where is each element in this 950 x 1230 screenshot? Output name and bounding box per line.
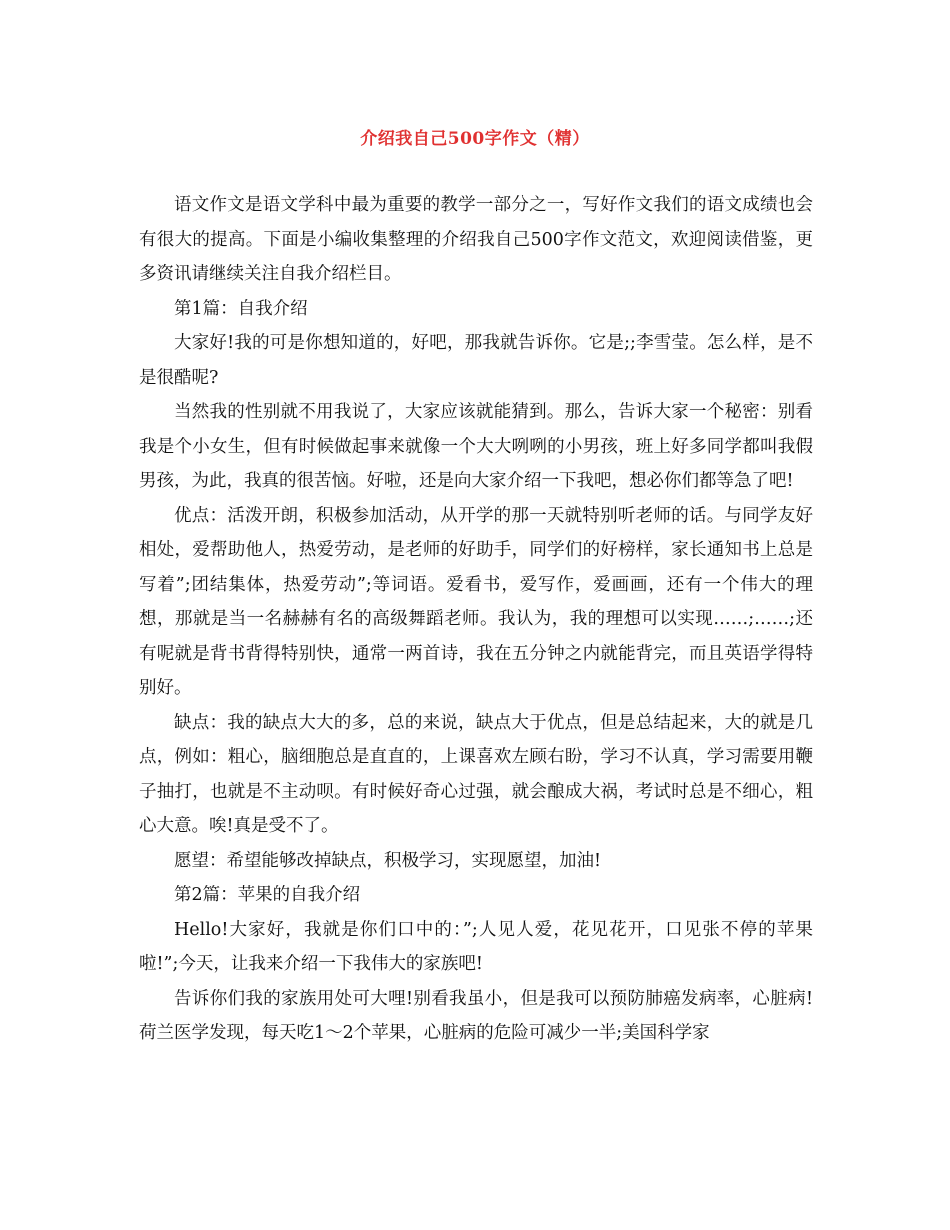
paragraph-strengths: 优点：活泼开朗，积极参加活动，从开学的那一天就特别听老师的话。与同学友好相处，爱帮助他人，热爱劳动，是老师的好助手，同学们的好榜样，家长通知书上总是写着”;团结集体，热爱劳动”;等词语。爱看书，爱写作，爱画画，还有一个伟大的理想，那就是当一名赫赫有名的高级舞蹈老师。我认为，我的理想可以实现……;……;还有呢就是背书背得特别快，通常一两首诗，我在五分钟之内就能背完，而且英语学得特别好。	[139, 505, 813, 698]
paragraph: Hello!大家好，我就是你们口中的：”;人见人爱，花见花开，口见张不停的苹果啦!”;今天，让我来介绍一下我伟大的家族吧!	[139, 919, 813, 974]
paragraph: 当然我的性别就不用我说了，大家应该就能猜到。那么，告诉大家一个秘密：别看我是个小女生，但有时候做起事来就像一个大大咧咧的小男孩，班上好多同学都叫我假男孩，为此，我真的很苦恼。好啦，还是向大家介绍一下我吧，想必你们都等急了吧!	[139, 402, 813, 491]
paragraph: 告诉你们我的家族用处可大哩!别看我虽小，但是我可以预防肺癌发病率，心脏病!荷兰医学发现，每天吃1～2个苹果，心脏病的危险可减少一半;美国科学家	[139, 988, 813, 1043]
paragraph: 大家好!我的可是你想知道的，好吧，那我就告诉你。它是;;李雪莹。怎么样，是不是很酷呢?	[139, 333, 813, 388]
section-heading-2: 第2篇：苹果的自我介绍	[174, 885, 361, 905]
section-heading-1: 第1篇：自我介绍	[174, 298, 308, 319]
paragraph-wish: 愿望：希望能够改掉缺点，积极学习，实现愿望，加油!	[174, 850, 602, 871]
document-title: 介绍我自己500字作文（精）	[360, 129, 590, 149]
document-body	[139, 188, 813, 1051]
paragraph-weaknesses: 缺点：我的缺点大大的多，总的来说，缺点大于优点，但是总结起来，大的就是几点，例如：粗心，脑细胞总是直直的，上课喜欢左顾右盼，学习不认真，学习需要用鞭子抽打，也就是不主动呗。有时候好奇心过强，就会酿成大祸，考试时总是不细心，粗心大意。唉!真是受不了。	[139, 712, 813, 836]
paragraph-intro: 语文作文是语文学科中最为重要的教学一部分之一，写好作文我们的语文成绩也会有很大的提高。下面是小编收集整理的介绍我自己500字作文范文，欢迎阅读借鉴，更多资讯请继续关注自我介绍栏目。	[139, 195, 813, 284]
